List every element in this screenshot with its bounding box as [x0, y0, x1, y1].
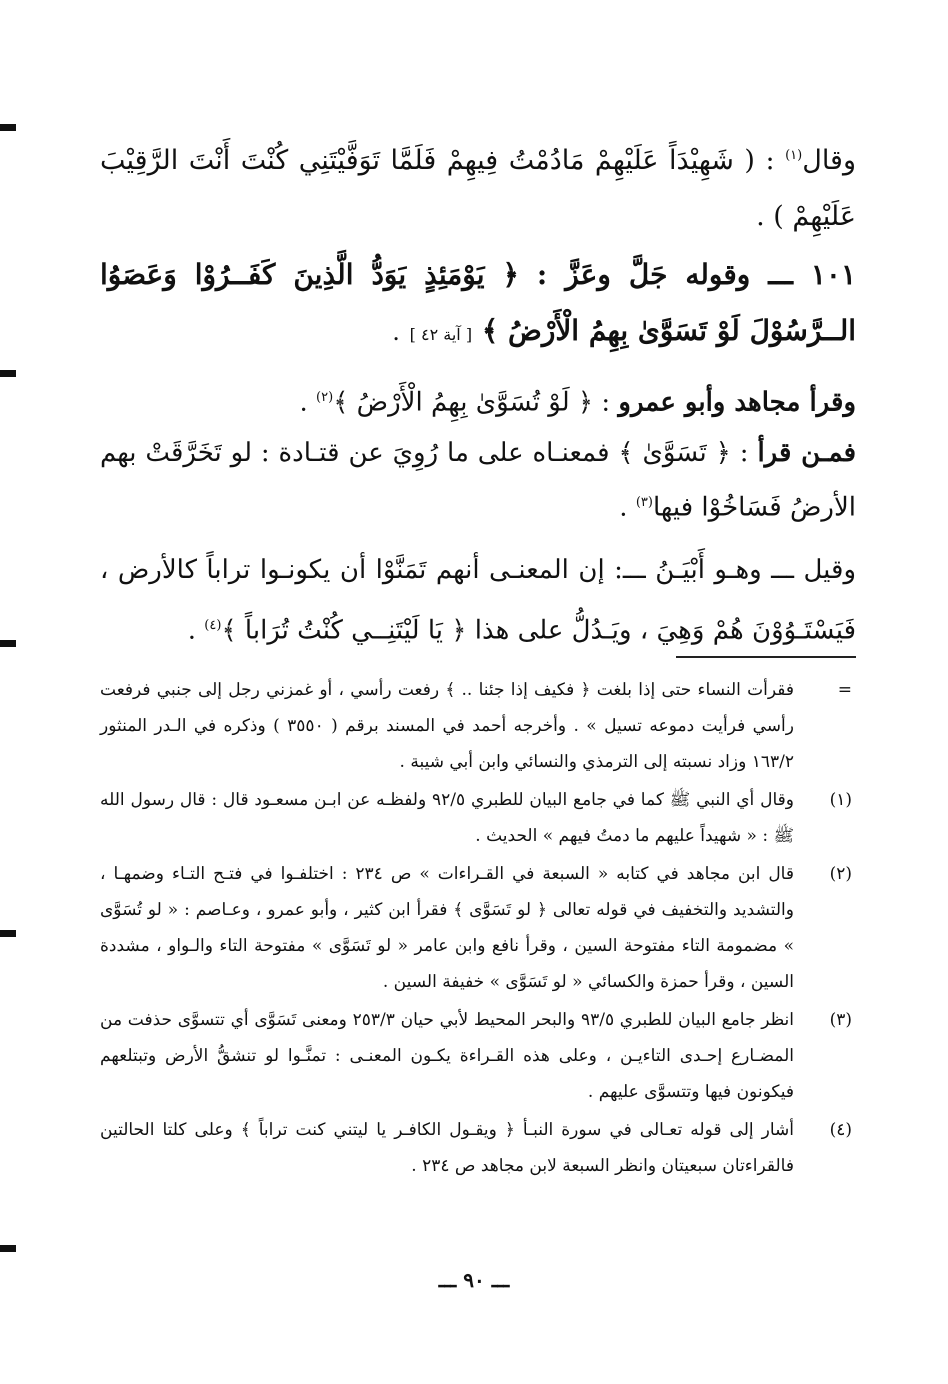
footnote-text: فقرأت النساء حتى إذا بلغت ﴿ فكيف إذا جئنا .. ﴾ رفعت رأسي ، أو غمزني رجل إلى جنبي فرفعت رأسي فرأيت دموعه تسيل » . وأخرجه أحمد في المسند برقم ( ٣٥٥٠ ) وذكره في الـدر المنثور ١٦٣/٢ وزاد نسبته إلى الترمذي والنسائي وابن أبي شيبة .	[100, 680, 794, 772]
footnote-number: (٤)	[829, 1120, 852, 1140]
margin-mark	[0, 1245, 16, 1252]
footnote	[100, 1002, 852, 1110]
footnote-ref: (٤)	[204, 618, 222, 634]
margin-mark	[0, 370, 16, 377]
margin-mark	[0, 640, 16, 647]
page-number: ـــ ٩٠ ـــ	[438, 1268, 510, 1292]
man-label: فمـن قرأ	[757, 437, 856, 468]
footnote-text: أشار إلى قوله تعـالى في سورة النبـأ ﴿ ويقـول الكافـر يا ليتني كنت تراباً ﴾ وعلى كلتا الحالتين فالقراءتان سبعيتان وانظر السبعة لابن مجاهد ص ٢٣٤ .	[100, 1120, 794, 1176]
verse-text: وقوله جَلَّ وعَزَّ : ﴿ يَوْمَئِذٍ يَوَدُّ الَّذِينَ كَفَــرُوْا وَعَصَوُا الــرَّسُوْلَ لَوْ تَسَوَّىٰ بِهِمُ الْأَرْضُ ﴾	[100, 258, 856, 347]
man-end: .	[619, 492, 636, 523]
quote-prefix: وقال	[802, 145, 856, 176]
footnote-text: انظر جامع البيان للطبري ٩٣/٥ والبحر المحيط لأبي حيان ٢٥٣/٣ ومعنى تَسَوَّى أي تتسوَّى حذفت من المضـارع إحـدى التاءيـن ، وعلى هذه القـراءة يكـون المعنـى : تمنَّـوا لو تنشقُّ الأرض وتبتلعهم فيكونون فيها وتتسوَّى عليهم .	[100, 1010, 794, 1102]
footnote-number: (٢)	[829, 864, 852, 884]
margin-mark	[0, 124, 16, 131]
footnote-number: (١)	[829, 790, 852, 810]
quote-paragraph	[100, 128, 856, 245]
footnote	[100, 672, 852, 780]
footnote-text: وقال أي النبي ﷺ كما في جامع البيان للطبري ٩٢/٥ ولفظـه عن ابـن مسعـود قال : قال رسول الله ﷺ : « شهيداً عليهم ما دمتُ فيهم » الحديث .	[100, 790, 794, 846]
footnote-ref: (١)	[785, 148, 803, 163]
verse-paragraph	[100, 247, 856, 363]
reading-label: وقرأ مجاهد وأبو عمرو	[618, 387, 856, 418]
qil-text: وقيل ـــ وهـو أَبْيَـنُ ـــ: إن المعنـى أنهم تَمَنَّوْا أن يكونـوا تراباً كالأرض ، فَيَسْتَـوُوْنَ هُمْ وَهِيَ ، ويَـدُلُّ على هذا ﴿ يَا لَيْتَنِــي كُنْتُ تُرَاباً ﴾	[100, 555, 856, 646]
footnote-ref: (٢)	[316, 390, 334, 405]
reading-paragraph	[100, 373, 856, 532]
man-text: : ﴿ تَسَوَّىٰ ﴾ فمعنـاه على ما رُوِيَ عن قتـادة : لو تَخَرَّقَتْ بهم الأرضُ فَسَاخُوْا فيها	[100, 437, 856, 523]
reading-end: .	[299, 387, 317, 418]
footnote-number: =	[837, 680, 852, 700]
footnote-separator	[676, 656, 856, 658]
footnote-text: قال ابن مجاهد في كتابه « السبعة في القـراءات » ص ٢٣٤ : اختلفـوا في فتـح التـاء وضمهـا ، والتشديد والتخفيف في قوله تعالى ﴿ لو تَسَوَّى ﴾ فقرأ ابن كثير ، وأبو عمرو ، وعـاصم : « لو تُسَوَّى » مضمومة التاء مفتوحة السين ، وقرأ نافع وابن عامر « لو تَسَوَّى » مفتوحة التاء والـواو ، مشددة السين ، وقرأ حمزة والكسائي « لو تَسَوَّى » خفيفة السين .	[100, 864, 794, 992]
verse-reference: [ آية ٤٢ ]	[409, 325, 473, 344]
footnotes	[100, 672, 852, 1186]
footnote	[100, 782, 852, 854]
main-text	[100, 128, 856, 659]
reading-text: : ﴿ لَوْ تُسَوَّىٰ بِهِمُ الْأَرْضُ ﴾	[333, 387, 619, 418]
verse-number: ١٠١ ـــ	[768, 258, 857, 291]
quote-text: : ( شَهِيْدَاً عَلَيْهِمْ مَادُمْتُ فِيهِمْ فَلَمَّا تَوَفَّيْتَنِي كُنْتَ أَنْتَ الرَّقِيْبَ عَلَيْهِمْ ) .	[100, 145, 856, 232]
qil-paragraph	[100, 542, 856, 659]
margin-mark	[0, 930, 16, 937]
qil-end: .	[187, 615, 205, 646]
verse-end: .	[392, 318, 400, 346]
footnote	[100, 1112, 852, 1184]
footnote-number: (٣)	[829, 1010, 852, 1030]
footnote	[100, 856, 852, 1000]
footnote-ref: (٣)	[635, 494, 653, 510]
